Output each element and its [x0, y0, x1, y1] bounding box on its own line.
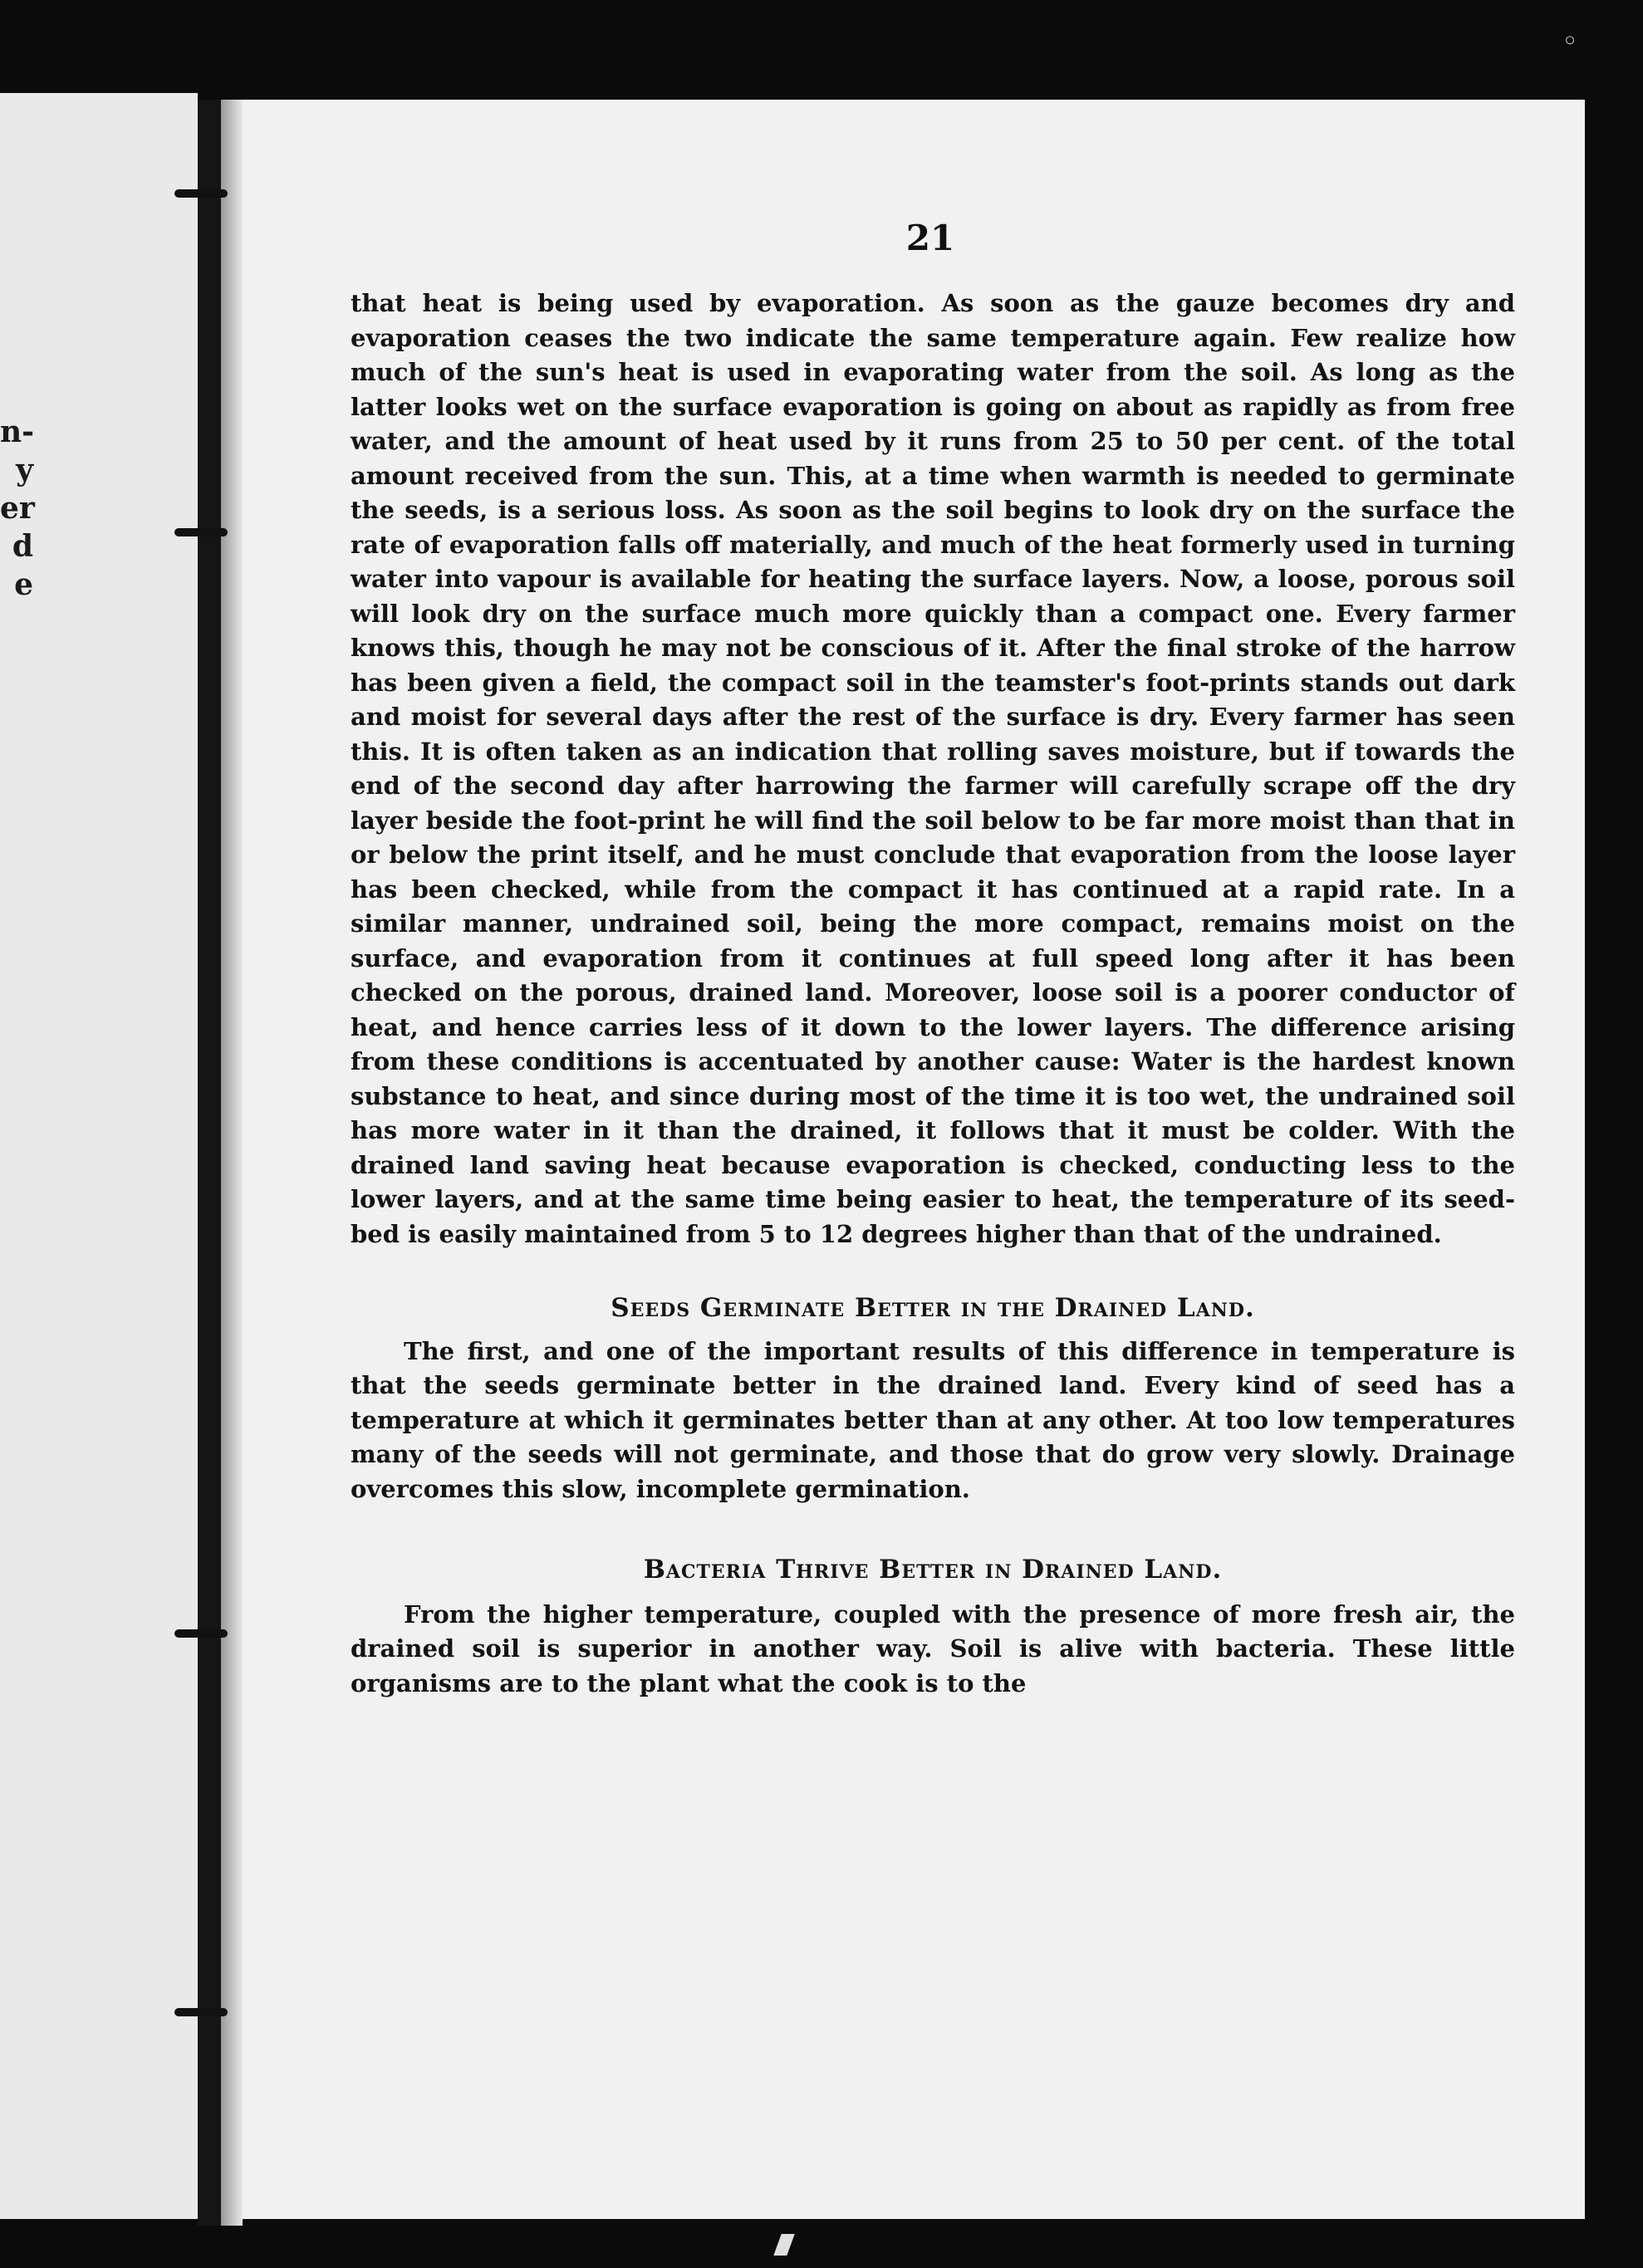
left-fragment-line: e — [14, 567, 33, 602]
scan-bottom-mark — [773, 2234, 794, 2256]
left-facing-page — [0, 93, 198, 2219]
body-paragraph: From the higher temperature, coupled with the presence of more fresh air, the drained soil is superior in another way. Soil is alive with bacteria. These little organisms are to the plant what the cook is to the — [351, 1599, 1515, 1697]
page-right-edge-shadow — [1585, 58, 1643, 2268]
scan-corner-mark-icon: ◦ — [1562, 25, 1579, 58]
page-number: 21 — [905, 218, 955, 258]
section-heading: Seeds Germinate Better in the Drained Land. — [611, 1293, 1255, 1323]
gutter-shadow — [221, 100, 243, 2226]
binding-clip-mark — [174, 2008, 228, 2016]
page-body — [351, 287, 1515, 1701]
binding-clip-mark — [174, 189, 228, 198]
binding-clip-mark — [174, 1629, 228, 1638]
left-fragment-line: n- — [0, 414, 35, 449]
section-heading: Bacteria Thrive Better in Drained Land. — [643, 1555, 1223, 1585]
body-paragraph: that heat is being used by evaporation. As soon as the gauze becomes dry and evaporation ceases the two indicate the same temperature again. Few realize how much of the sun's heat is used in evaporating water from the soil. As long as the latter looks wet on the surface evaporation is going on about as rapidly as from free water, and the amount of heat used by it runs from 25 to 50 per cent. of the total amount received from the sun. This, at a time when warmth is needed to germinate the seeds, is a serious loss. As soon as the soil begins to look dry on the surface the rate of evaporation falls off materially, and much of the heat formerly used in turning water into vapour is available for heating the surface layers. Now, a loose, porous soil will look dry on the surface much more quickly than a compact one. Every farmer knows this, though he may not be conscious of it. After the final stroke of the harrow has been given a field, the compact soil in the teamster's foot-prints stands out dark and moist for several days after the rest of the surface is dry. Every farmer has seen this. It is often taken as an indication that rolling saves moisture, but if towards the end of the second day after harrowing the farmer will carefully scrape off the dry layer beside the foot-print he will find the soil below to be far more moist than that in or below the print itself, and he must conclude that evaporation from the loose layer has been checked, while from the compact it has continued at a rapid rate. In a similar manner, undrained soil, being the more compact, remains moist on the surface, and evaporation from it continues at full speed long after it has been checked on the porous, drained land. Moreover, loose soil is a poorer conductor of heat, and hence carries less of it down to the lower layers. The difference arising from these conditions is accentuated by another cause: Water is the hardest known substance to heat, and since during most of the time it is too wet, the undrained soil has more water in it than the drained, it follows that it must be colder. With the drained land saving heat because evaporation is checked, conducting less to the lower layers, and at the same time being easier to heat, the temperature of its seed-bed is easily maintained from 5 to 12 degrees higher than that of the undrained. — [351, 289, 1515, 1248]
left-page-text-fragments — [0, 413, 33, 604]
body-paragraph: The first, and one of the important results of this difference in temperature is that the seeds germinate better in the drained land. Every kind of seed has a temperature at which it germinates better than at any other. At too low temperatures many of the seeds will not germinate, and those that do grow very slowly. Drainage overcomes this slow, incomplete germination. — [351, 1336, 1515, 1503]
book-binding-gutter — [198, 100, 221, 2226]
left-fragment-line: y — [16, 453, 33, 487]
left-fragment-line: er — [0, 491, 35, 526]
left-fragment-line: d — [12, 529, 33, 564]
binding-clip-mark — [174, 528, 228, 536]
